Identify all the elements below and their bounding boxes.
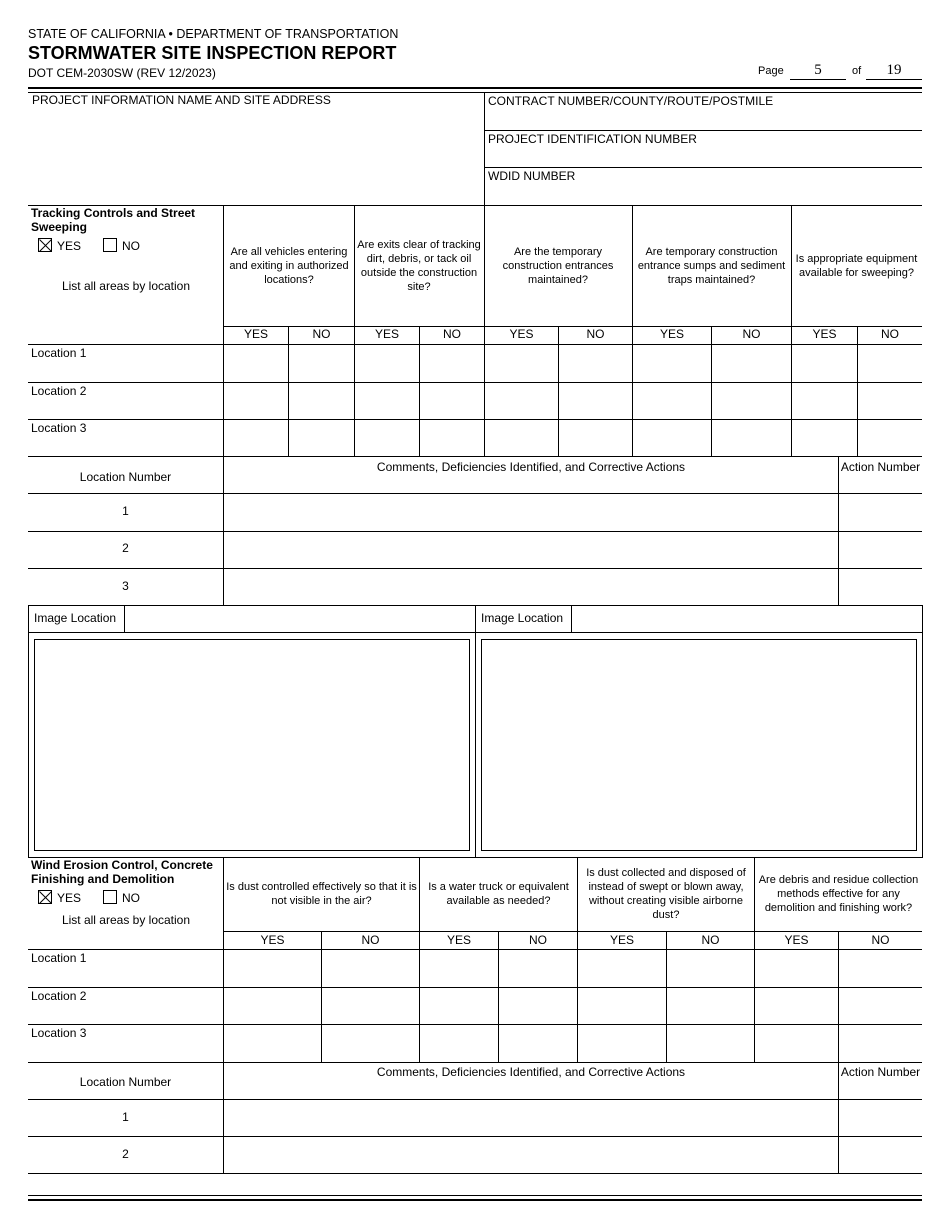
tracking-title: Tracking Controls and Street Sweeping [31, 206, 196, 234]
tracking-answer-cell[interactable] [712, 345, 791, 382]
wind-title: Wind Erosion Control, Concrete Finishing and Demolition [31, 858, 213, 886]
wind-q3-no-header: NO [701, 933, 720, 947]
tracking-action-field[interactable] [839, 569, 922, 604]
wind-q4-no-header: NO [871, 933, 890, 947]
wind-comment-field[interactable] [224, 1100, 838, 1135]
tracking-location-3: Location 3 [31, 421, 87, 435]
wind-comment-row-2-number: 2 [122, 1147, 129, 1161]
tracking-answer-cell[interactable] [858, 345, 922, 382]
project-id-label: PROJECT IDENTIFICATION NUMBER [488, 132, 697, 146]
tracking-q4-yes-header: YES [659, 327, 684, 341]
wind-answer-cell[interactable] [578, 950, 666, 987]
form-number: DOT CEM-2030SW (REV 12/2023) [28, 66, 216, 80]
page-label: Page [758, 65, 784, 77]
wind-action-field[interactable] [839, 1137, 922, 1172]
tracking-comment-row-3-number: 3 [122, 579, 129, 593]
wind-no-checkbox[interactable] [103, 890, 117, 904]
wind-location-2: Location 2 [31, 989, 87, 1003]
page-total-field[interactable]: 19 [886, 62, 902, 78]
agency-line: STATE OF CALIFORNIA • DEPARTMENT OF TRANSPORTATION [28, 27, 399, 41]
tracking-list-label: List all areas by location [61, 279, 191, 293]
tracking-answer-cell[interactable] [559, 345, 632, 382]
tracking-action-field[interactable] [839, 532, 922, 567]
wind-q2-no-header: NO [529, 933, 547, 947]
wind-question-2: Is a water truck or equivalent available as needed? [428, 881, 569, 907]
tracking-answer-cell[interactable] [792, 345, 857, 382]
wind-no-label: NO [122, 891, 140, 905]
form-title: STORMWATER SITE INSPECTION REPORT [28, 43, 397, 63]
page-number-field[interactable]: 5 [814, 62, 822, 78]
wind-q1-no-header: NO [361, 933, 380, 947]
wind-comments-location-header: Location Number [79, 1075, 172, 1089]
tracking-comment-field[interactable] [224, 569, 838, 604]
wind-question-3: Is dust collected and disposed of instead of swept or blown away, without creating visible airborne dust? [586, 867, 746, 921]
of-label: of [852, 65, 862, 77]
tracking-q4-no-header: NO [742, 327, 761, 341]
wind-answer-cell[interactable] [420, 950, 498, 987]
tracking-yes-checkbox[interactable] [38, 238, 52, 252]
project-info-label: PROJECT INFORMATION NAME AND SITE ADDRESS [32, 93, 331, 107]
tracking-action-field[interactable] [839, 494, 922, 530]
tracking-location-2: Location 2 [31, 384, 87, 398]
wind-list-label: List all areas by location [61, 913, 191, 927]
tracking-answer-cell[interactable] [485, 345, 558, 382]
wind-question-1: Is dust controlled effectively so that it is not visible in the air? [226, 881, 417, 907]
tracking-location-1: Location 1 [31, 346, 87, 360]
tracking-comment-field[interactable] [224, 494, 838, 530]
tracking-answer-cell[interactable] [289, 345, 354, 382]
tracking-question-4: Are temporary construction entrance sumps and sediment traps maintained? [637, 246, 786, 286]
wind-answer-cell[interactable] [224, 950, 321, 987]
tracking-answer-cell[interactable] [224, 345, 288, 382]
left-image-frame[interactable] [34, 639, 470, 851]
project-id-field[interactable] [486, 148, 920, 166]
tracking-comment-row-2-number: 2 [122, 541, 129, 555]
wind-comments-header: Comments, Deficiencies Identified, and Corrective Actions [376, 1065, 686, 1079]
wind-q2-yes-header: YES [446, 933, 471, 947]
tracking-q1-no-header: NO [312, 327, 331, 341]
wind-location-1: Location 1 [31, 951, 87, 965]
wind-yes-label: YES [57, 891, 82, 905]
tracking-question-3: Are the temporary construction entrances maintained? [502, 246, 614, 286]
tracking-answer-cell[interactable] [355, 345, 419, 382]
wind-comment-row-1-number: 1 [122, 1110, 129, 1124]
right-image-location-label: Image Location [481, 611, 564, 625]
tracking-question-1: Are all vehicles entering and exiting in authorized locations? [229, 246, 349, 286]
wind-q4-yes-header: YES [784, 933, 809, 947]
wind-answer-cell[interactable] [667, 950, 754, 987]
tracking-q1-yes-header: YES [243, 327, 268, 341]
tracking-q5-yes-header: YES [812, 327, 837, 341]
contract-number-field[interactable] [486, 110, 920, 128]
wind-answer-cell[interactable] [839, 950, 922, 987]
tracking-no-label: NO [122, 239, 140, 253]
wind-answer-cell[interactable] [322, 950, 419, 987]
wdid-label: WDID NUMBER [488, 169, 576, 183]
tracking-action-number-header: Action Number [840, 460, 921, 474]
tracking-no-checkbox[interactable] [103, 238, 117, 252]
tracking-q3-no-header: NO [586, 327, 605, 341]
wind-action-number-header: Action Number [840, 1065, 921, 1079]
wind-q1-yes-header: YES [260, 933, 285, 947]
tracking-question-2: Are exits clear of tracking dirt, debris, or tack oil outside the construction site? [357, 239, 481, 293]
tracking-comments-header: Comments, Deficiencies Identified, and Corrective Actions [376, 460, 686, 474]
tracking-comment-row-1-number: 1 [122, 504, 129, 518]
wind-yes-checkbox[interactable] [38, 890, 52, 904]
tracking-q2-yes-header: YES [374, 327, 399, 341]
wind-answer-cell[interactable] [499, 950, 577, 987]
tracking-answer-cell[interactable] [420, 345, 484, 382]
wind-answer-cell[interactable] [755, 950, 838, 987]
left-image-location-label: Image Location [34, 611, 117, 625]
tracking-q3-yes-header: YES [509, 327, 534, 341]
contract-number-label: CONTRACT NUMBER/COUNTY/ROUTE/POSTMILE [488, 94, 774, 108]
tracking-q5-no-header: NO [881, 327, 899, 341]
left-image-location-field[interactable] [126, 607, 473, 631]
tracking-yes-label: YES [57, 239, 82, 253]
tracking-q2-no-header: NO [443, 327, 461, 341]
wind-q3-yes-header: YES [609, 933, 634, 947]
wind-location-3: Location 3 [31, 1026, 87, 1040]
tracking-comments-location-header: Location Number [79, 470, 172, 484]
tracking-answer-cell[interactable] [633, 345, 711, 382]
wdid-field[interactable] [486, 185, 920, 203]
wind-question-4: Are debris and residue collection methods effective for any demolition and finishing work? [758, 874, 919, 914]
right-image-location-field[interactable] [573, 607, 920, 631]
project-info-field[interactable] [30, 110, 480, 202]
tracking-comment-field[interactable] [224, 532, 838, 567]
wind-action-field[interactable] [839, 1100, 922, 1135]
right-image-frame[interactable] [481, 639, 917, 851]
wind-comment-field[interactable] [224, 1137, 838, 1172]
tracking-question-5: Is appropriate equipment available for sweeping? [795, 253, 918, 279]
